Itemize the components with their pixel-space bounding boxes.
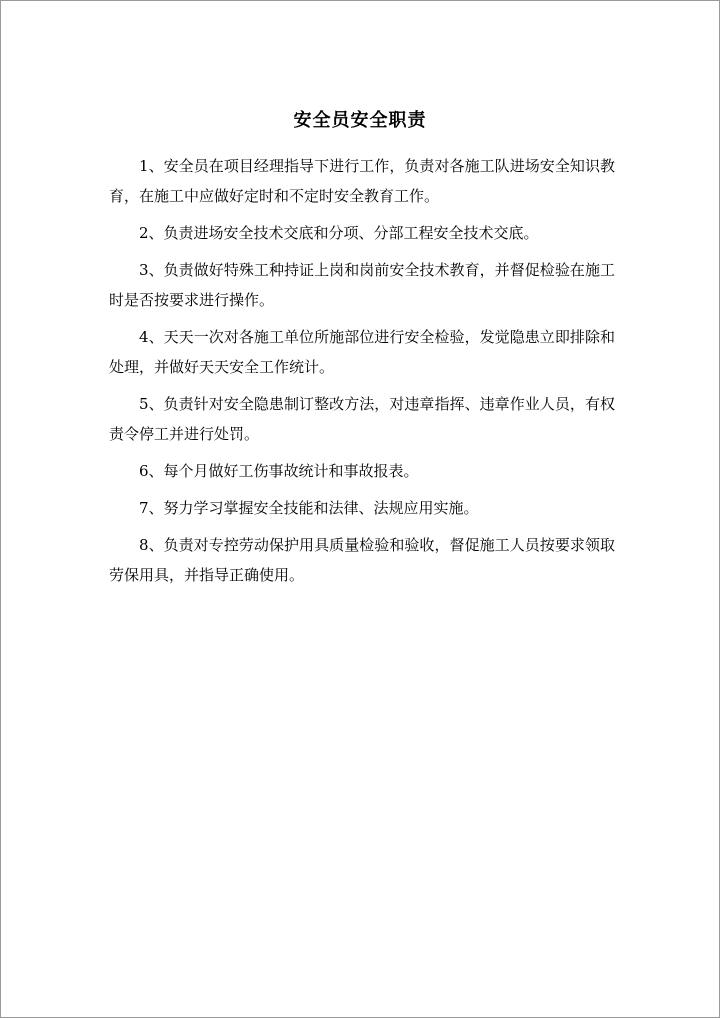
duty-list <box>109 151 615 597</box>
duty-item-5: 5、负责针对安全隐患制订整改方法，对违章指挥、违章作业人员，有权责令停工并进行处罚。 <box>109 395 615 443</box>
document-title: 安全员安全职责 <box>293 110 427 131</box>
duty-item-6: 6、每个月做好工伤事故统计和事故报表。 <box>139 462 419 480</box>
duty-item-1: 1、安全员在项目经理指导下进行工作，负责对各施工队进场安全知识教育，在施工中应做好定时和不定时安全教育工作。 <box>109 157 615 205</box>
duty-item-3: 3、负责做好特殊工种持证上岗和岗前安全技术教育，并督促检验在施工时是否按要求进行操作。 <box>109 261 615 309</box>
duty-item-7: 7、努力学习掌握安全技能和法律、法规应用实施。 <box>139 499 479 517</box>
duty-item-2: 2、负责进场安全技术交底和分项、分部工程安全技术交底。 <box>139 224 539 242</box>
duty-item-8: 8、负责对专控劳动保护用具质量检验和验收，督促施工人员按要求领取劳保用具，并指导正确使用。 <box>109 536 615 584</box>
duty-item-4: 4、天天一次对各施工单位所施部位进行安全检验，发觉隐患立即排除和处理，并做好天天安全工作统计。 <box>109 328 615 376</box>
